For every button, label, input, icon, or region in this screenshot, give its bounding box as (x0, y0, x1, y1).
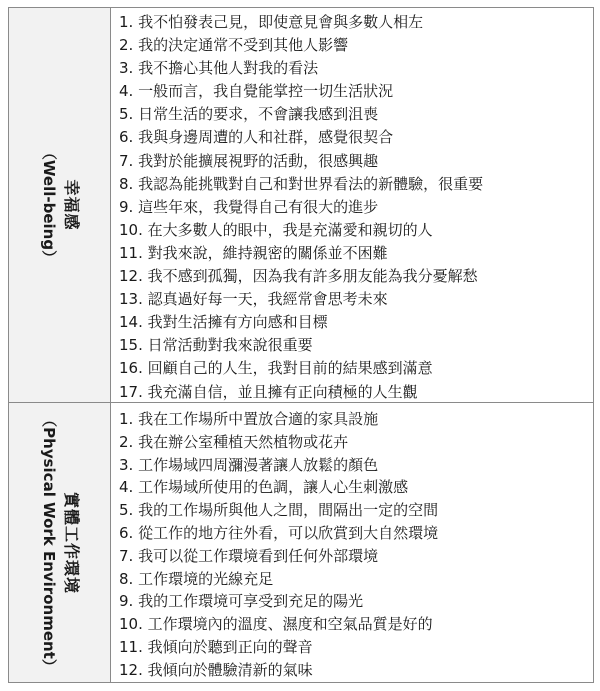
physical-title-zh: 實體工作環境 (61, 491, 81, 594)
list-item: 9. 我的工作環境可享受到充足的陽光 (119, 592, 364, 611)
list-item: 2. 我的決定通常不受到其他人影響 (119, 36, 349, 55)
physical-category-cell (9, 403, 111, 682)
list-item: 12. 我不感到孤獨，因為我有許多朋友能為我分憂解愁 (119, 267, 478, 286)
list-item: 11. 我傾向於聽到正向的聲音 (119, 637, 313, 656)
physical-environment-section (9, 403, 593, 682)
list-item: 8. 工作環境的光線充足 (119, 569, 274, 588)
list-item: 12. 我傾向於體驗清新的氣味 (119, 660, 313, 679)
list-item: 15. 日常活動對我來說很重要 (119, 336, 313, 355)
list-item: 2. 我在辦公室種植天然植物或花卉 (119, 432, 349, 451)
list-item: 3. 工作場域四周瀰漫著讓人放鬆的顏色 (119, 455, 379, 474)
list-item: 14. 我對生活擁有方向感和目標 (119, 313, 328, 332)
wellbeing-section (9, 8, 593, 403)
list-item: 4. 一般而言，我自覺能掌控一切生活狀況 (119, 82, 394, 101)
list-item: 4. 工作場域所使用的色調，讓人心生刺激感 (119, 478, 409, 497)
wellbeing-item-list (111, 8, 593, 402)
list-item: 7. 我可以從工作環境看到任何外部環境 (119, 546, 379, 565)
list-item: 1. 我在工作場所中置放合適的家具設施 (119, 410, 379, 428)
wellbeing-title-en: （Well-being） (39, 144, 58, 266)
wellbeing-category-label (38, 145, 82, 265)
list-item: 11. 對我來說，維持親密的關係並不困難 (119, 243, 388, 262)
physical-title-en: （Physical Work Environment） (39, 411, 58, 674)
list-item: 6. 我與身邊周遭的人和社群，感覺很契合 (119, 128, 394, 147)
list-item: 6. 從工作的地方往外看，可以欣賞到大自然環境 (119, 523, 439, 542)
list-item: 9. 這些年來，我覺得自己有很大的進步 (119, 197, 379, 216)
wellbeing-title-zh: 幸福感 (61, 179, 81, 231)
physical-item-list (111, 403, 593, 682)
list-item: 16. 回顧自己的人生，我對目前的結果感到滿意 (119, 359, 433, 378)
list-item: 17. 我充滿自信，並且擁有正向積極的人生觀 (119, 382, 418, 401)
questionnaire-table (8, 7, 594, 683)
list-item: 7. 我對於能擴展視野的活動，很感興趣 (119, 151, 379, 170)
list-item: 13. 認真過好每一天，我經常會思考未來 (119, 290, 388, 309)
list-item: 3. 我不擔心其他人對我的看法 (119, 59, 319, 78)
physical-category-label (38, 412, 82, 674)
list-item: 10. 在大多數人的眼中，我是充滿愛和親切的人 (119, 220, 433, 239)
list-item: 5. 日常生活的要求，不會讓我感到沮喪 (119, 105, 379, 124)
list-item: 10. 工作環境內的溫度、濕度和空氣品質是好的 (119, 615, 433, 634)
list-item: 1. 我不怕發表己見，即使意見會與多數人相左 (119, 13, 424, 31)
list-item: 8. 我認為能挑戰對自己和對世界看法的新體驗，很重要 (119, 174, 484, 193)
wellbeing-category-cell (9, 8, 111, 402)
list-item: 5. 我的工作場所與他人之間，間隔出一定的空間 (119, 501, 439, 520)
